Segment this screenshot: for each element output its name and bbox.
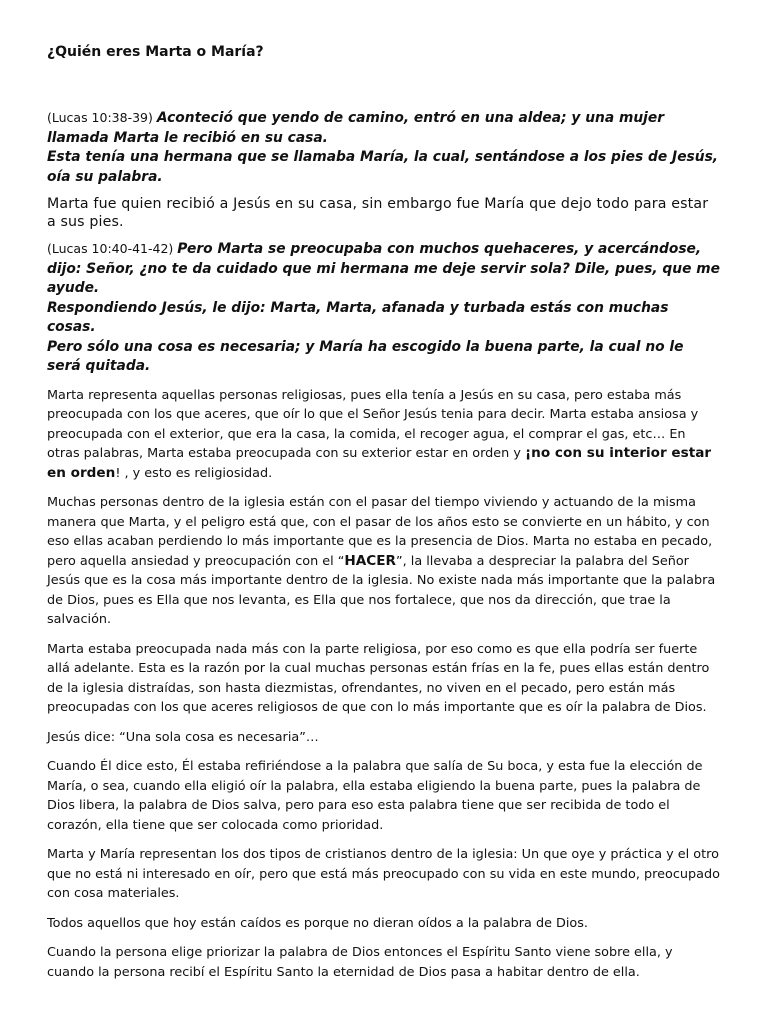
body-paragraph: Jesús dice: “Una sola cosa es necesaria”… [47, 729, 319, 745]
verse-text: Aconteció que yendo de camino, entró en una aldea; y una mujer llamada Marta le recibió en su casa. [47, 110, 665, 146]
verse-reference: (Lucas 10:40-41-42) [47, 241, 178, 256]
verse-text: Respondiendo Jesús, le dijo: Marta, Marta, afanada y turbada estás con muchas cosas. [47, 299, 669, 335]
verse-block-1 [47, 108, 721, 187]
paragraph-text: Marta representa aquellas personas religiosas, pues ella tenía a Jesús en su casa, pero estaba más preocupada con los que aceres, que oír lo que el Señor Jesús tenia para decir. Marta estaba ansiosa y preocupada con el exterior, que era la casa, la comida, el recoger agua, el comprar el gas, etc… En otras palabras, Marta estaba preocupada con su exterior estar en orden y [47, 387, 699, 461]
verse-text: Pero Marta se preocupaba con muchos quehaceres, y acercándose, dijo: Señor, ¿no te da cuidado que mi hermana me deje servir sola? Dile, pues, que me ayude. [47, 241, 720, 296]
paragraph-text: ”, la llevaba a despreciar la palabra del Señor Jesús que es la cosa más importante dentro de la iglesia. No existe nada más importante que la palabra de Dios, pues es Ella que nos levanta, es Ella que nos fortalece, que nos da dirección, que trae la salvación. [47, 553, 716, 627]
paragraph-text: ! , y esto es religiosidad. [115, 465, 273, 481]
bold-emphasis: ¡no con su interior estar en orden [47, 445, 712, 481]
verse-block-2 [47, 239, 721, 377]
body-paragraph: Todos aquellos que hoy están caídos es porque no dieran oídos a la palabra de Dios. [47, 915, 588, 931]
intro-paragraph: Marta fue quien recibió a Jesús en su casa, sin embargo fue María que dejo todo para estar a sus pies. [47, 196, 709, 230]
body-paragraph [47, 493, 721, 630]
spacer [47, 61, 721, 108]
body-paragraph [47, 386, 721, 484]
body-paragraph: Cuando la persona elige priorizar la palabra de Dios entonces el Espíritu Santo viene sobre ella, y cuando la persona recibí el Espíritu Santo la eternidad de Dios pasa a habitar dentro de ella. [47, 945, 673, 980]
verse-text: Esta tenía una hermana que se llamaba María, la cual, sentándose a los pies de Jesús, oía su palabra. [47, 149, 719, 185]
body-paragraph: Marta estaba preocupada nada más con la parte religiosa, por eso como es que ella podría ser fuerte allá adelante. Esta es la razón por la cual muchas personas están frías en la fe, pues ellas están dentro de la iglesia distraídas, son hasta diezmistas, ofrendantes, no viven en el pecado, pero están más preocupadas con los que aceres religiosos de que con lo más importante que es oír la palabra de Dios. [47, 641, 710, 715]
body-paragraph: Marta y María representan los dos tipos de cristianos dentro de la iglesia: Un que oye y práctica y el otro que no está ni interesado en oír, pero que está más preocupado con su vida en este mundo, preocupado con cosa materiales. [47, 847, 720, 901]
verse-reference: (Lucas 10:38-39) [47, 110, 157, 125]
body-paragraph: Cuando Él dice esto, Él estaba refiriéndose a la palabra que salía de Su boca, y esta fue la elección de María, o sea, cuando ella eligió oír la palabra, ella estaba eligiendo la buena parte, pues la palabra de Dios libera, la palabra de Dios salva, pero para eso esta palabra tiene que ser recibida de todo el corazón, ella tiene que ser colocada como prioridad. [47, 759, 703, 833]
document-title: ¿Quién eres Marta o María? [47, 44, 264, 60]
bold-emphasis: HACER [344, 552, 397, 569]
verse-text: Pero sólo una cosa es necesaria; y María ha escogido la buena parte, la cual no le será quitada. [47, 338, 684, 374]
paragraph-text: Muchas personas dentro de la iglesia están con el pasar del tiempo viviendo y actuando de la misma manera que Marta, y el peligro está que, con el pasar de los años esto se convierte en un hábito, y con eso ellas acaban perdiendo lo más importante que es la presencia de Dios. Marta no estaba en pecado, pero aquella ansiedad y preocupación con el “ [47, 495, 713, 569]
